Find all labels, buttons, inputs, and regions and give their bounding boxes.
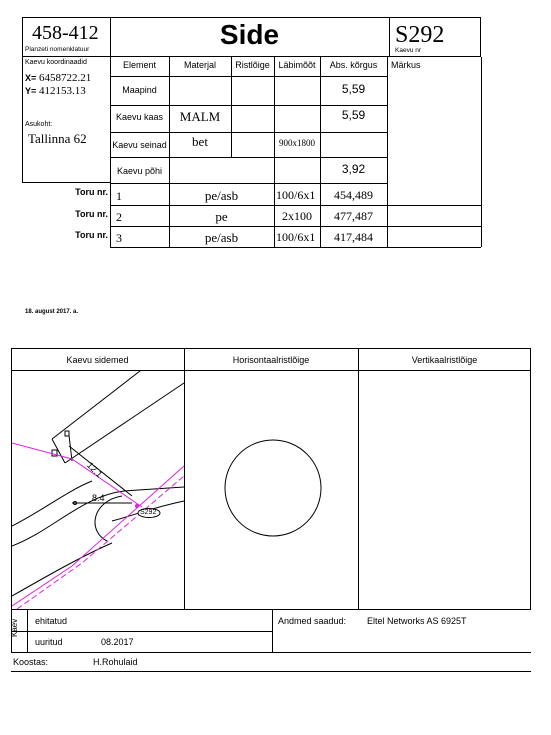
well-number-caption: Kaevu nr [395,47,422,54]
pipe-label-2: Toru nr. [75,209,108,219]
coord-caption: Kaevu koordinaadid [25,59,87,66]
pipe-material-2: pe [215,209,228,224]
y-label: Y= [25,86,37,96]
row-height-4: 3,92 [341,162,366,176]
footer-source-label: Andmed saadud: [278,616,347,626]
pipe-diameter-2: 2x100 [282,209,312,223]
date-line: 18. august 2017. a. [25,309,79,315]
y-value: 412153.13 [39,85,86,97]
address-caption: Asukoht: [25,121,53,128]
footer-built: ehitatud [35,616,68,626]
row-element-4: Kaevu põhi [116,166,163,176]
well-number: S292 [395,22,445,48]
site-map [12,371,185,609]
panel-title-horizontal: Horisontaalristlõige [232,355,310,365]
pipe-no-1: 1 [116,189,122,203]
pipe-material-3: pe/asb [204,230,239,245]
map-well-tag: S292 [140,509,157,516]
horizontal-section-circle [223,438,323,538]
row-diameter-3: 900x1800 [279,138,315,148]
col-header-remark: Märkus [391,60,421,70]
page-title: Side [219,19,280,50]
footer-inspected-label: uuritud [35,637,63,647]
col-header-cross: Ristlõige [235,60,270,70]
address: Tallinna 62 [28,131,87,146]
row-material-2: MALM [179,109,221,124]
x-label: X= [25,73,37,83]
pipe-diameter-1: 100/6x1 [276,188,316,202]
footer-author-label: Koostas: [13,657,49,667]
sheet-code-caption: Planzeti nomenklatuur [25,46,90,53]
row-element-2: Kaevu kaas [115,112,164,122]
pipe-no-2: 2 [116,210,122,224]
col-header-height: Abs. kõrgus [329,60,378,70]
pipe-height-3: 417,484 [334,230,373,244]
map-dim-1: 12.1 [84,460,105,480]
panel-title-vertical: Vertikaalristlõige [411,355,478,365]
pipe-height-1: 454,489 [334,188,373,202]
col-header-diameter: Läbimõõt [278,60,316,70]
row-material-3: bet [192,134,208,149]
footer-grid [0,605,551,685]
pipe-no-3: 3 [116,231,122,245]
col-header-element: Element [122,60,157,70]
row-element-1: Maapind [122,85,157,95]
row-height-1: 5,59 [341,82,366,96]
panel-title-bindings: Kaevu sidemed [66,355,129,365]
pipe-label-3: Toru nr. [75,230,108,240]
pipe-height-2: 477,487 [334,209,373,223]
footer-author-value: H.Rohulaid [93,657,138,667]
footer-inspected-date: 08.2017 [101,637,134,647]
map-dim-2: 8.4 [92,493,105,503]
row-height-2: 5,59 [341,108,366,122]
footer-source-value: Eltel Networks AS 6925T [367,616,467,626]
pipe-material-1: pe/asb [204,188,239,203]
pipe-diameter-3: 100/6x1 [276,230,316,244]
x-value: 6458722.21 [39,72,92,84]
footer-side-label: Kaev [10,618,19,637]
pipe-label-1: Toru nr. [75,187,108,197]
row-element-3: Kaevu seinad [112,140,167,150]
col-header-material: Materjal [183,60,216,70]
sheet-code: 458-412 [32,22,99,44]
